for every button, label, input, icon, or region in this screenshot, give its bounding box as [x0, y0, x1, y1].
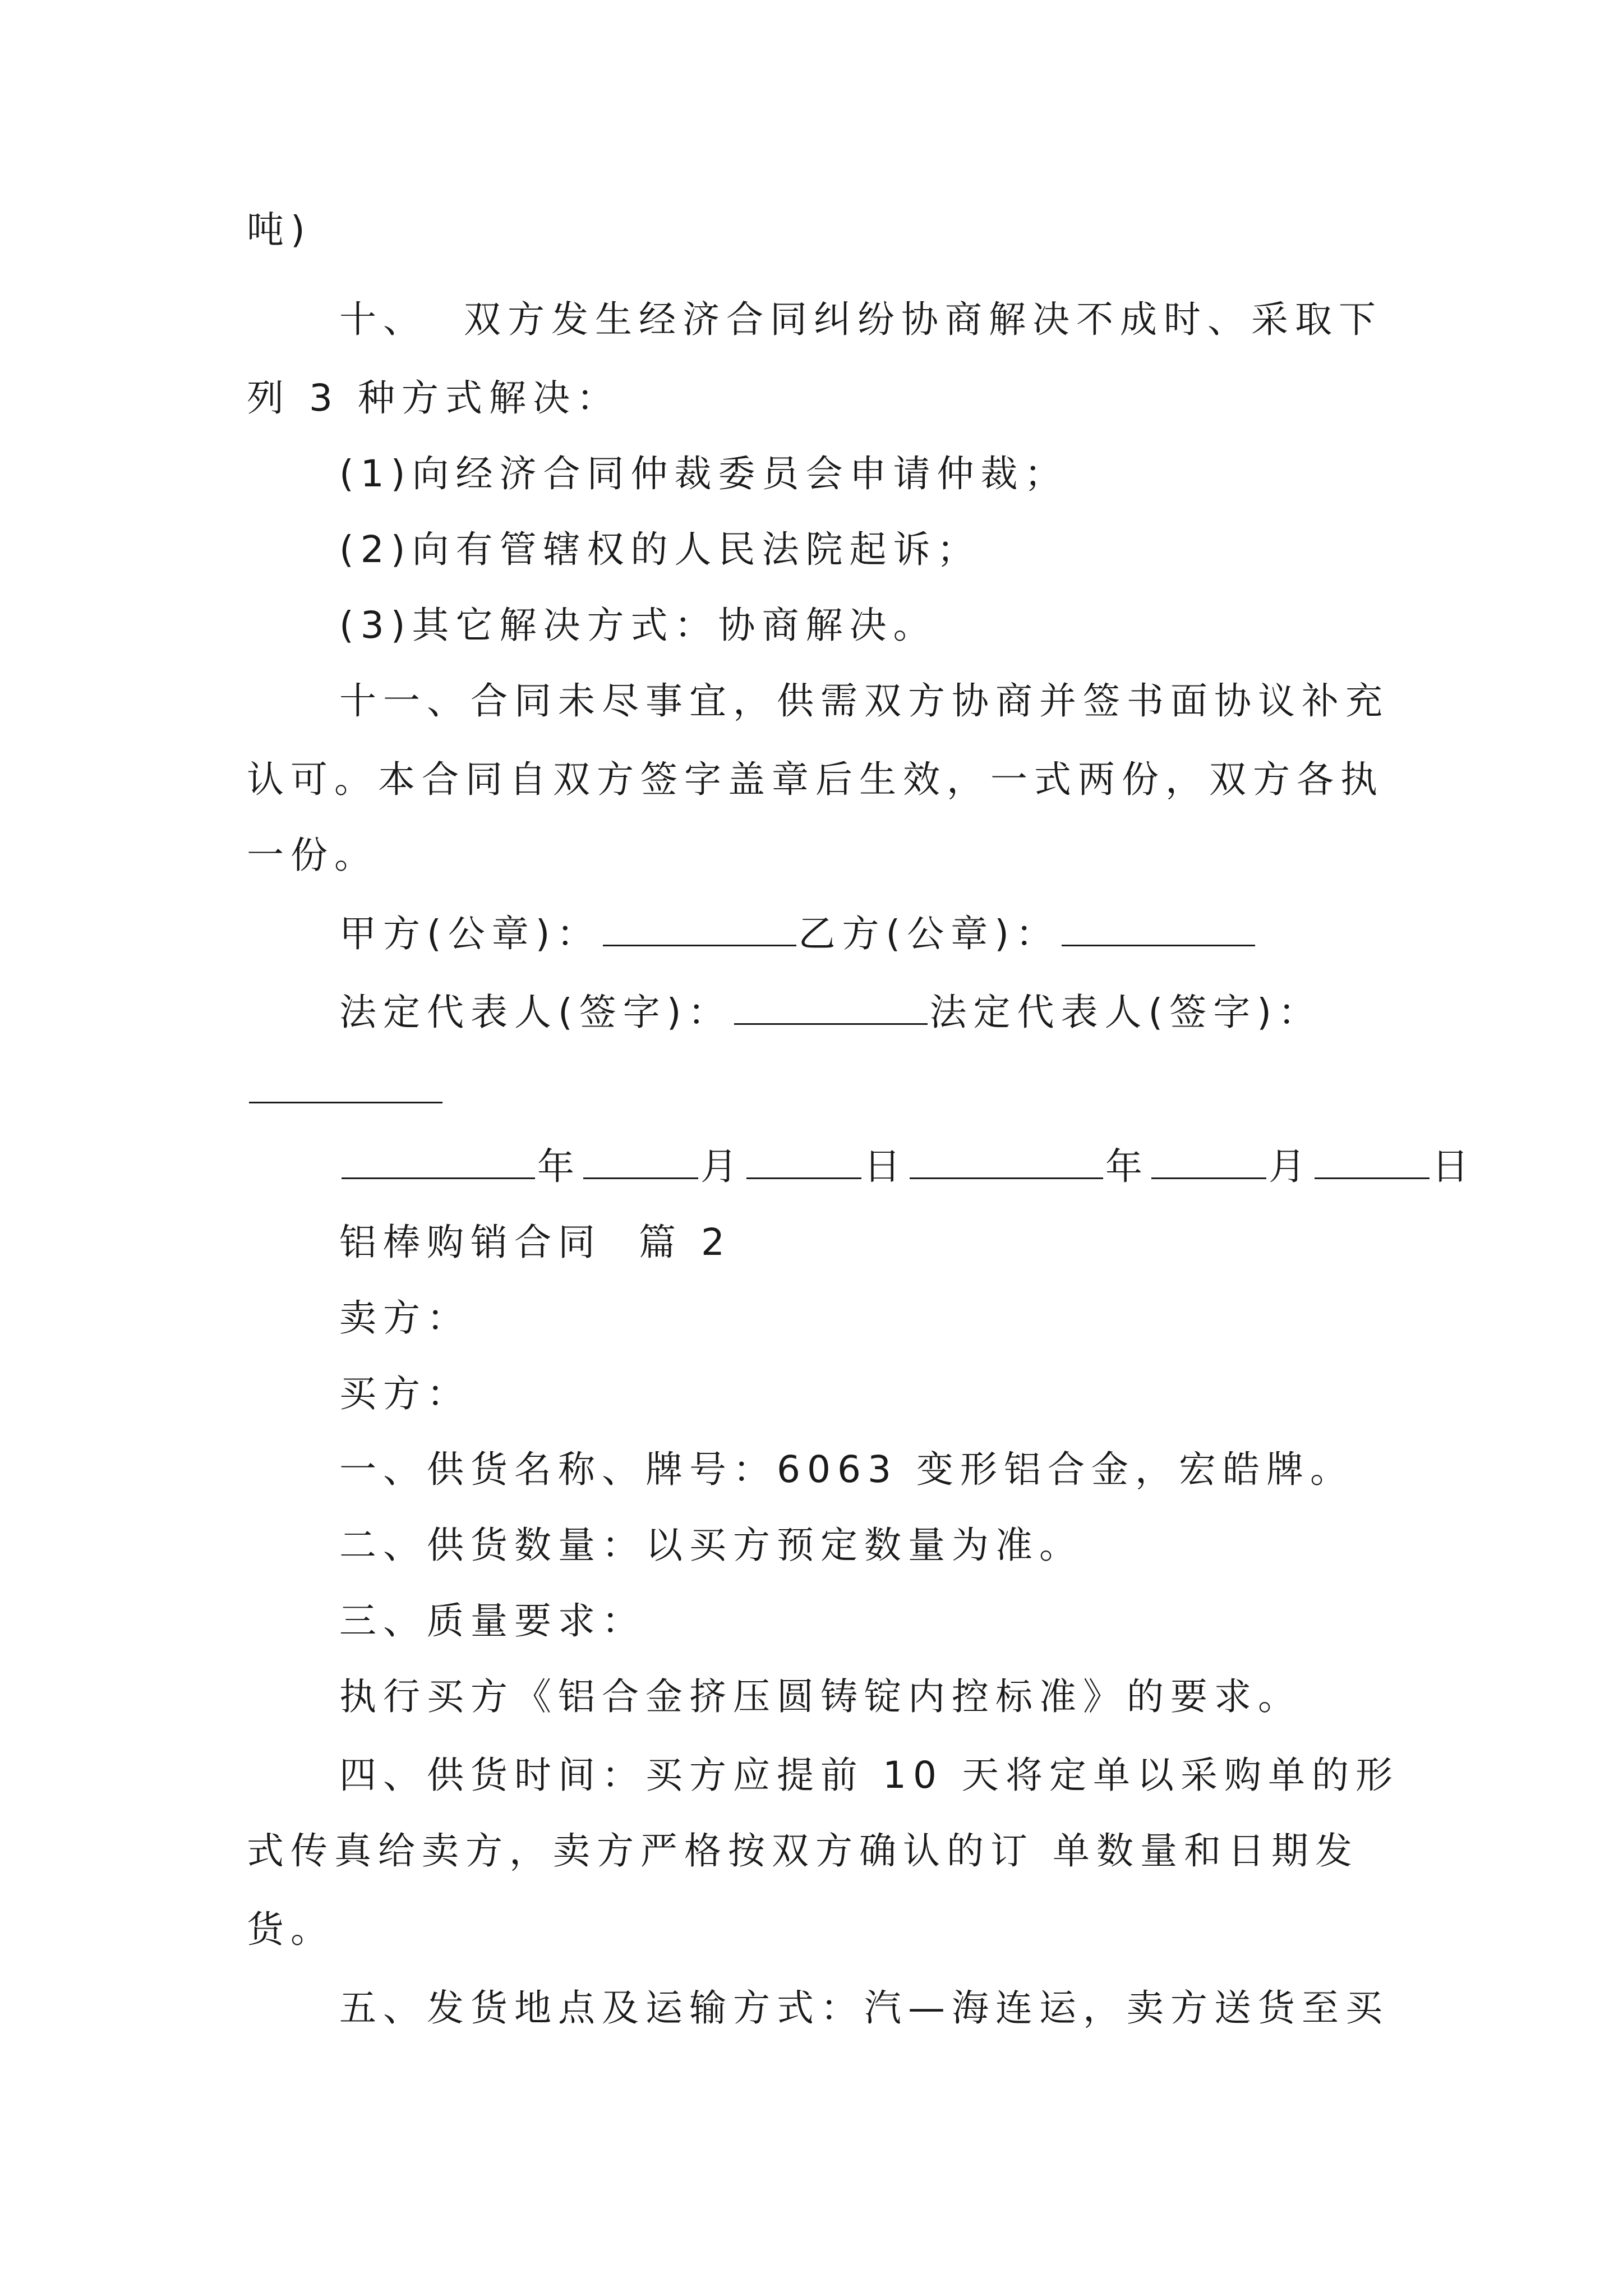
date-line	[339, 1142, 1476, 1192]
clause-two: 二、供货数量：以买方预定数量为准。	[339, 1524, 1083, 1567]
representative-b-blank-line	[247, 1066, 445, 1116]
option-3: (3)其它解决方式：协商解决。	[339, 604, 937, 647]
clause-eleven-line-1: 十一、合同未尽事宜，供需双方协商并签书面协议补充	[339, 679, 1389, 723]
party-a-blank	[603, 942, 796, 946]
month-a-label: 月	[700, 1145, 744, 1188]
clause-eleven-line-2: 认可。本合同自双方签字盖章后生效，一式两份，双方各执	[247, 758, 1384, 801]
clause-ten-line-2: 列 3 种方式解决：	[247, 376, 620, 420]
month-b-label: 月	[1269, 1145, 1312, 1188]
rep-b-blank	[249, 1099, 442, 1103]
clause-eleven-line-3: 一份。	[247, 834, 378, 877]
day-b-blank	[1315, 1175, 1430, 1179]
representative-line	[339, 987, 1322, 1038]
clause-four-line-3: 货。	[247, 1908, 334, 1951]
option-1: (1)向经济合同仲裁委员会申请仲裁；	[339, 452, 1068, 495]
party-seal-line	[339, 909, 1257, 959]
year-a-blank	[342, 1175, 535, 1179]
day-b-label: 日	[1432, 1145, 1476, 1188]
clause-one: 一、供货名称、牌号：6063 变形铝合金，宏皓牌。	[339, 1448, 1354, 1491]
year-b-label: 年	[1105, 1145, 1149, 1188]
year-a-label: 年	[537, 1145, 581, 1188]
clause-four-line-2: 式传真给卖方，卖方严格按双方确认的订 单数量和日期发	[247, 1829, 1359, 1872]
quality-standard: 执行买方《铝合金挤压圆铸锭内控标准》的要求。	[339, 1675, 1302, 1718]
year-b-blank	[910, 1175, 1103, 1179]
day-a-blank	[746, 1175, 861, 1179]
section-title: 铝棒购销合同 篇 2	[339, 1221, 731, 1264]
option-2: (2)向有管辖权的人民法院起诉；	[339, 528, 981, 571]
text-line: 吨)	[247, 208, 312, 251]
party-b-label: 乙方(公章)：	[798, 912, 1059, 955]
clause-ten-line-1: 十、 双方发生经济合同纠纷协商解决不成时、采取下	[339, 298, 1382, 341]
rep-a-blank	[734, 1021, 928, 1025]
party-a-label: 甲方(公章)：	[339, 912, 601, 955]
party-b-blank	[1062, 942, 1255, 946]
clause-five-line-1: 五、发货地点及运输方式：汽—海连运，卖方送货至买	[339, 1986, 1389, 2030]
month-b-blank	[1151, 1175, 1266, 1179]
clause-three: 三、质量要求：	[339, 1599, 645, 1642]
day-a-label: 日	[864, 1145, 907, 1188]
clause-four-line-1: 四、供货时间：买方应提前 10 天将定单以采购单的形	[339, 1754, 1399, 1797]
rep-b-label: 法定代表人(签字)：	[929, 991, 1322, 1034]
buyer-label: 买方：	[339, 1372, 471, 1415]
month-a-blank	[583, 1175, 698, 1179]
rep-a-label: 法定代表人(签字)：	[339, 991, 732, 1034]
seller-label: 卖方：	[339, 1296, 471, 1340]
